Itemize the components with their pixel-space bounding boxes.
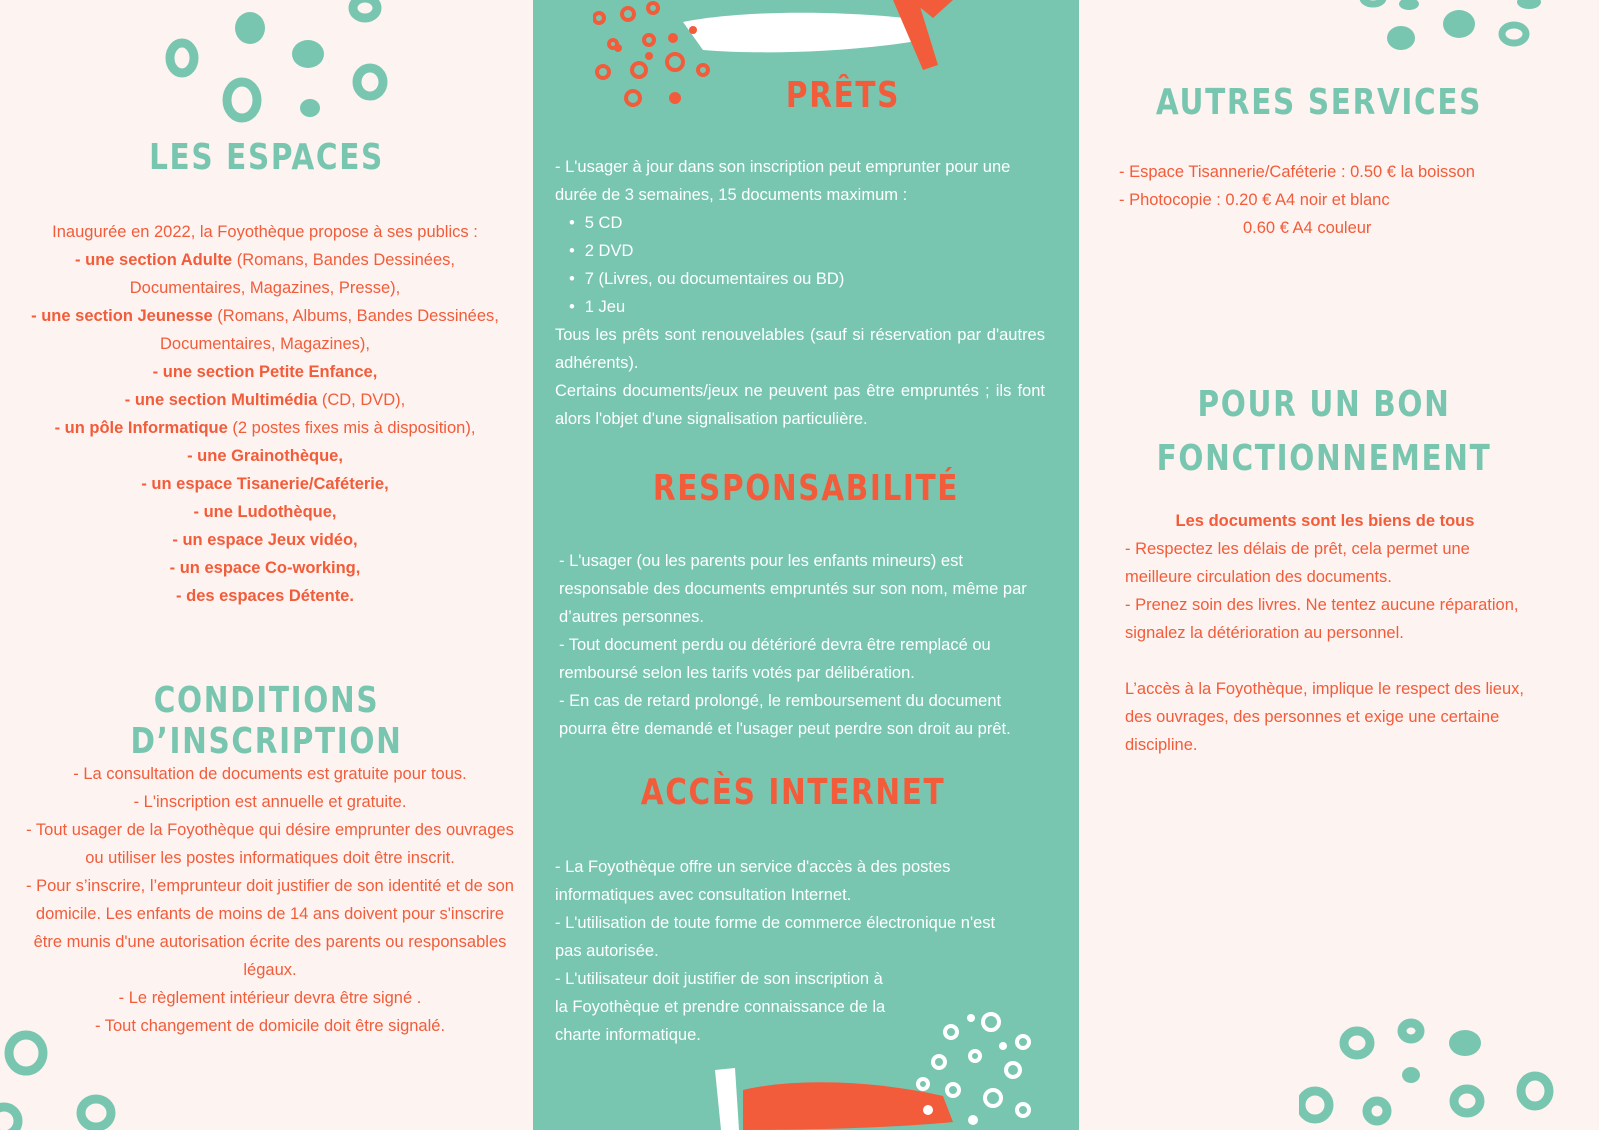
internet-line: - L'utilisateur doit justifier de son inscription à la Foyothèque et prendre connaissance de la charte informatique. [555,970,886,1044]
espaces-item-label: - des espaces Détente. [176,587,354,605]
espaces-item [30,302,500,358]
autres-services-text [1119,158,1569,242]
autres-services-line: - Espace Tisannerie/Caféterie : 0.50 € la boisson [1119,163,1475,181]
responsabilite-line: - En cas de retard prolongé, le remboursement du document pourra être demandé et l'usager peut perdre son droit au prêt. [559,692,1011,738]
espaces-item-detail: (CD, DVD), [317,391,406,409]
bon-fonctionnement-final: L’accès à la Foyothèque, implique le respect des lieux, des ouvrages, des personnes et exige une certaine discipline. [1125,680,1524,754]
decorative-dots-top-left [160,0,420,130]
espaces-item [30,358,500,386]
responsabilite-line: - Tout document perdu ou détérioré devra être remplacé ou remboursé selon les tarifs votés par délibération. [559,636,991,682]
espaces-item [30,470,500,498]
decorative-brush-bottom [703,1010,1079,1130]
prets-paragraph: Tous les prêts sont renouvelables (sauf si réservation par d'autres adhérents). [555,326,1045,372]
responsabilite-title: RESPONSABILITÉ [652,468,960,509]
prets-list-item: • 5 CD [587,209,1045,237]
bon-fonctionnement-text [1125,507,1525,759]
espaces-item-detail: (Romans, Albums, Bandes Dessinées, Documentaires, Magazines), [159,307,499,353]
espaces-item-label: - une section Adulte [75,251,233,269]
espaces-item-detail: (2 postes fixes mis à disposition), [227,419,476,437]
espaces-item-label: - un espace Tisanerie/Caféterie, [141,475,389,493]
espaces-item [30,246,500,302]
responsabilite-text [559,547,1039,743]
prets-list-item: • 1 Jeu [587,293,1045,321]
espaces-item [30,498,500,526]
decorative-dots-bottom-right [1299,1005,1599,1130]
conditions-line: - Le règlement intérieur devra être signé . [118,989,422,1007]
espaces-title: LES ESPACES [149,137,384,178]
espaces-item-label: - un espace Jeux vidéo, [172,531,358,549]
prets-list-item: • 7 (Livres, ou documentaires ou BD) [587,265,1045,293]
prets-text [555,153,1045,433]
espaces-item-label: - un pôle Informatique [54,419,228,437]
conditions-line: - La consultation de documents est gratuite pour tous. [73,765,467,783]
espaces-item-label: - une Ludothèque, [193,503,337,521]
prets-list-item: • 2 DVD [587,237,1045,265]
conditions-line: - Tout changement de domicile doit être signalé. [94,1017,446,1035]
espaces-item-label: - une section Jeunesse [31,307,213,325]
espaces-list [30,246,500,610]
middle-panel [533,0,1079,1130]
espaces-item [30,582,500,610]
right-panel [1079,0,1599,1130]
prets-intro: - L'usager à jour dans son inscription peut emprunter pour une durée de 3 semaines, 15 documents maximum : [555,158,1011,204]
internet-line: - L'utilisation de toute forme de commerce électronique n'est pas autorisée. [555,914,996,960]
internet-line: - La Foyothèque offre un service d'accès à des postes informatiques avec consultation Internet. [555,858,951,904]
espaces-item [30,442,500,470]
espaces-item-detail: (Romans, Bandes Dessinées, Documentaires, Magazines, Presse), [129,251,455,297]
espaces-item-label: - une section Multimédia [124,391,318,409]
bon-fonctionnement-heading: Les documents sont les biens de tous [1175,512,1475,530]
espaces-item [30,414,500,442]
autres-services-line: 0.60 € A4 couleur [1243,219,1372,237]
prets-paragraph: Certains documents/jeux ne peuvent pas être empruntés ; ils font alors l'objet d'une signalisation particulière. [555,382,1045,428]
conditions-title: CONDITIONS D’INSCRIPTION [130,680,403,762]
internet-title: ACCÈS INTERNET [640,772,946,813]
espaces-intro: Inaugurée en 2022, la Foyothèque propose à ses publics : [52,223,478,241]
conditions-text [24,760,516,1040]
bon-fonctionnement-title [1123,378,1525,486]
autres-services-title: AUTRES SERVICES [1155,82,1483,123]
bon-fonctionnement-title-line: FONCTIONNEMENT [1156,438,1492,479]
espaces-item-label: - une section Petite Enfance, [152,363,378,381]
espaces-item-label: - une Grainothèque, [187,447,343,465]
responsabilite-line: - L'usager (ou les parents pour les enfants mineurs) est responsable des documents empruntés sur son nom, même par d’autres personnes. [559,552,1027,626]
bon-fonctionnement-title-line: POUR UN BON [1197,384,1451,425]
espaces-item-label: - un espace Co-working, [169,559,361,577]
left-panel [0,0,533,1130]
espaces-item [30,386,500,414]
espaces-item [30,526,500,554]
prets-list [555,209,1045,321]
bon-fonctionnement-line: - Respectez les délais de prêt, cela permet une meilleure circulation des documents. [1125,540,1470,586]
decorative-dots-top-right [1339,0,1599,60]
conditions-line: - Tout usager de la Foyothèque qui désire emprunter des ouvrages ou utiliser les postes informatiques doit être inscrit. [26,821,514,867]
bon-fonctionnement-line: - Prenez soin des livres. Ne tentez aucune réparation, signalez la détérioration au personnel. [1125,596,1519,642]
espaces-item [30,554,500,582]
prets-title: PRÊTS [785,75,901,116]
conditions-line: - Pour s’inscrire, l’emprunteur doit justifier de son identité et de son domicile. Les enfants de moins de 14 ans doivent pour s'inscrire être munis d'une autorisation écrite des parents ou responsables légaux. [26,877,514,979]
conditions-line: - L'inscription est annuelle et gratuite. [133,793,407,811]
decorative-dots-bottom-left [0,1025,140,1130]
autres-services-line: - Photocopie : 0.20 € A4 noir et blanc [1119,191,1390,209]
espaces-section [30,218,500,610]
